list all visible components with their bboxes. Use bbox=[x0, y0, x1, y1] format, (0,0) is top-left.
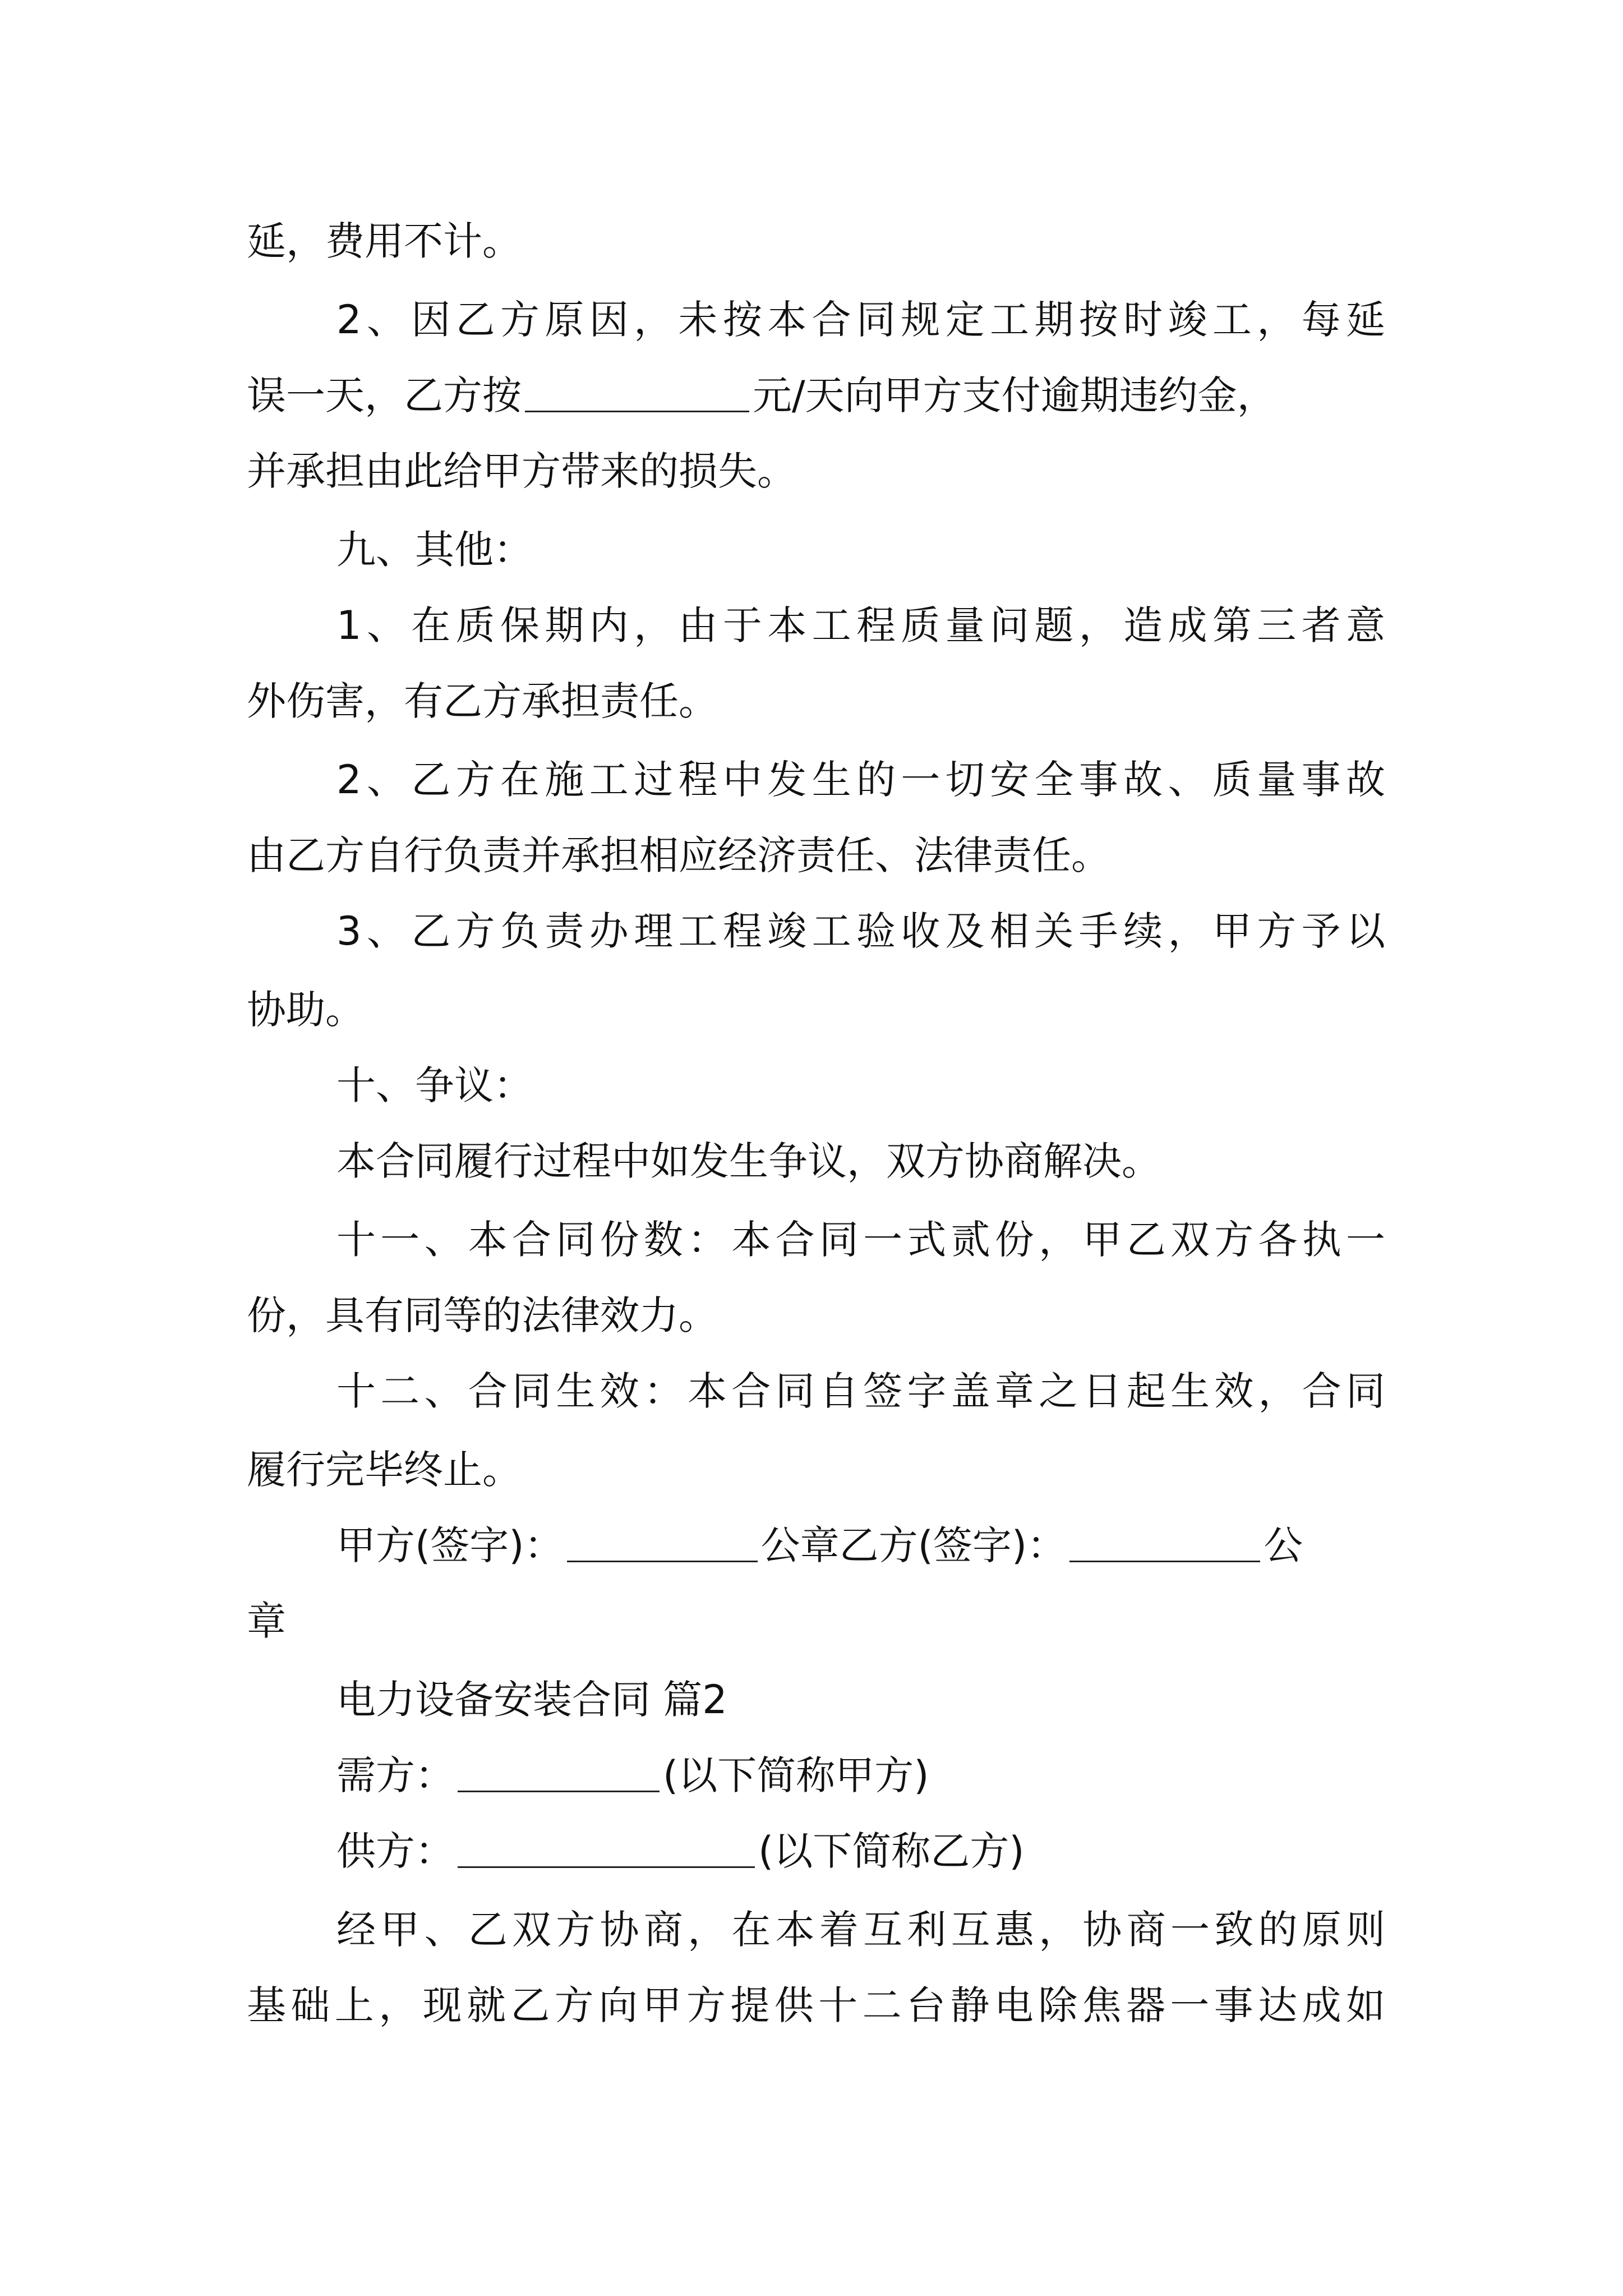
text-line: 2、因乙方原因，未按本合同规定工期按时竣工，每延 bbox=[336, 297, 1385, 343]
text-segment: 公 bbox=[1264, 1522, 1303, 1568]
text-line: 章 bbox=[247, 1598, 286, 1644]
text-line: 2、乙方在施工过程中发生的一切安全事故、质量事故 bbox=[336, 757, 1385, 803]
text-line: 十一、本合同份数：本合同一式贰份，甲乙双方各执一 bbox=[336, 1217, 1385, 1263]
text-line: 份，具有同等的法律效力。 bbox=[247, 1292, 718, 1338]
fill-blank bbox=[567, 1521, 758, 1562]
text-line: 由乙方自行负责并承担相应经济责任、法律责任。 bbox=[247, 832, 1110, 878]
signature-line bbox=[336, 1517, 1385, 1573]
text-line: 延，费用不计。 bbox=[247, 218, 522, 264]
text-line: 基础上，现就乙方向甲方提供十二台静电除焦器一事达成如 bbox=[247, 1982, 1385, 2028]
text-segment: (以下简称甲方) bbox=[663, 1752, 929, 1798]
fill-blank bbox=[458, 1751, 660, 1792]
text-segment: 甲方(签字)： bbox=[336, 1522, 564, 1568]
text-line: 并承担由此给甲方带来的损失。 bbox=[247, 448, 796, 494]
text-line: 经甲、乙双方协商，在本着互利互惠，协商一致的原则 bbox=[336, 1907, 1385, 1953]
section-title: 电力设备安装合同 篇2 bbox=[336, 1677, 727, 1723]
text-segment: 需方： bbox=[336, 1752, 454, 1798]
section-heading: 九、其他： bbox=[336, 527, 533, 573]
party-line bbox=[336, 1823, 1385, 1879]
text-segment: 误一天，乙方按 bbox=[247, 372, 522, 418]
fill-blank bbox=[1069, 1521, 1260, 1562]
party-line bbox=[336, 1747, 1385, 1803]
text-segment: 公章乙方(签字)： bbox=[760, 1522, 1067, 1568]
text-line: 协助。 bbox=[247, 987, 365, 1033]
section-heading: 十、争议： bbox=[336, 1062, 533, 1108]
text-segment: 元/天向甲方支付逾期违约金， bbox=[753, 372, 1276, 418]
text-line: 1、在质保期内，由于本工程质量问题，造成第三者意 bbox=[336, 602, 1385, 648]
text-line bbox=[247, 367, 1385, 424]
text-line: 十二、合同生效：本合同自签字盖章之日起生效，合同 bbox=[336, 1368, 1385, 1414]
fill-blank bbox=[458, 1827, 755, 1868]
text-line: 3、乙方负责办理工程竣工验收及相关手续，甲方予以 bbox=[336, 908, 1385, 954]
text-segment: (以下简称乙方) bbox=[758, 1828, 1025, 1874]
fill-blank bbox=[525, 371, 749, 412]
text-segment: 供方： bbox=[336, 1828, 454, 1874]
text-line: 外伤害，有乙方承担责任。 bbox=[247, 678, 718, 724]
text-line: 本合同履行过程中如发生争议，双方协商解决。 bbox=[336, 1138, 1161, 1184]
text-line: 履行完毕终止。 bbox=[247, 1447, 522, 1493]
